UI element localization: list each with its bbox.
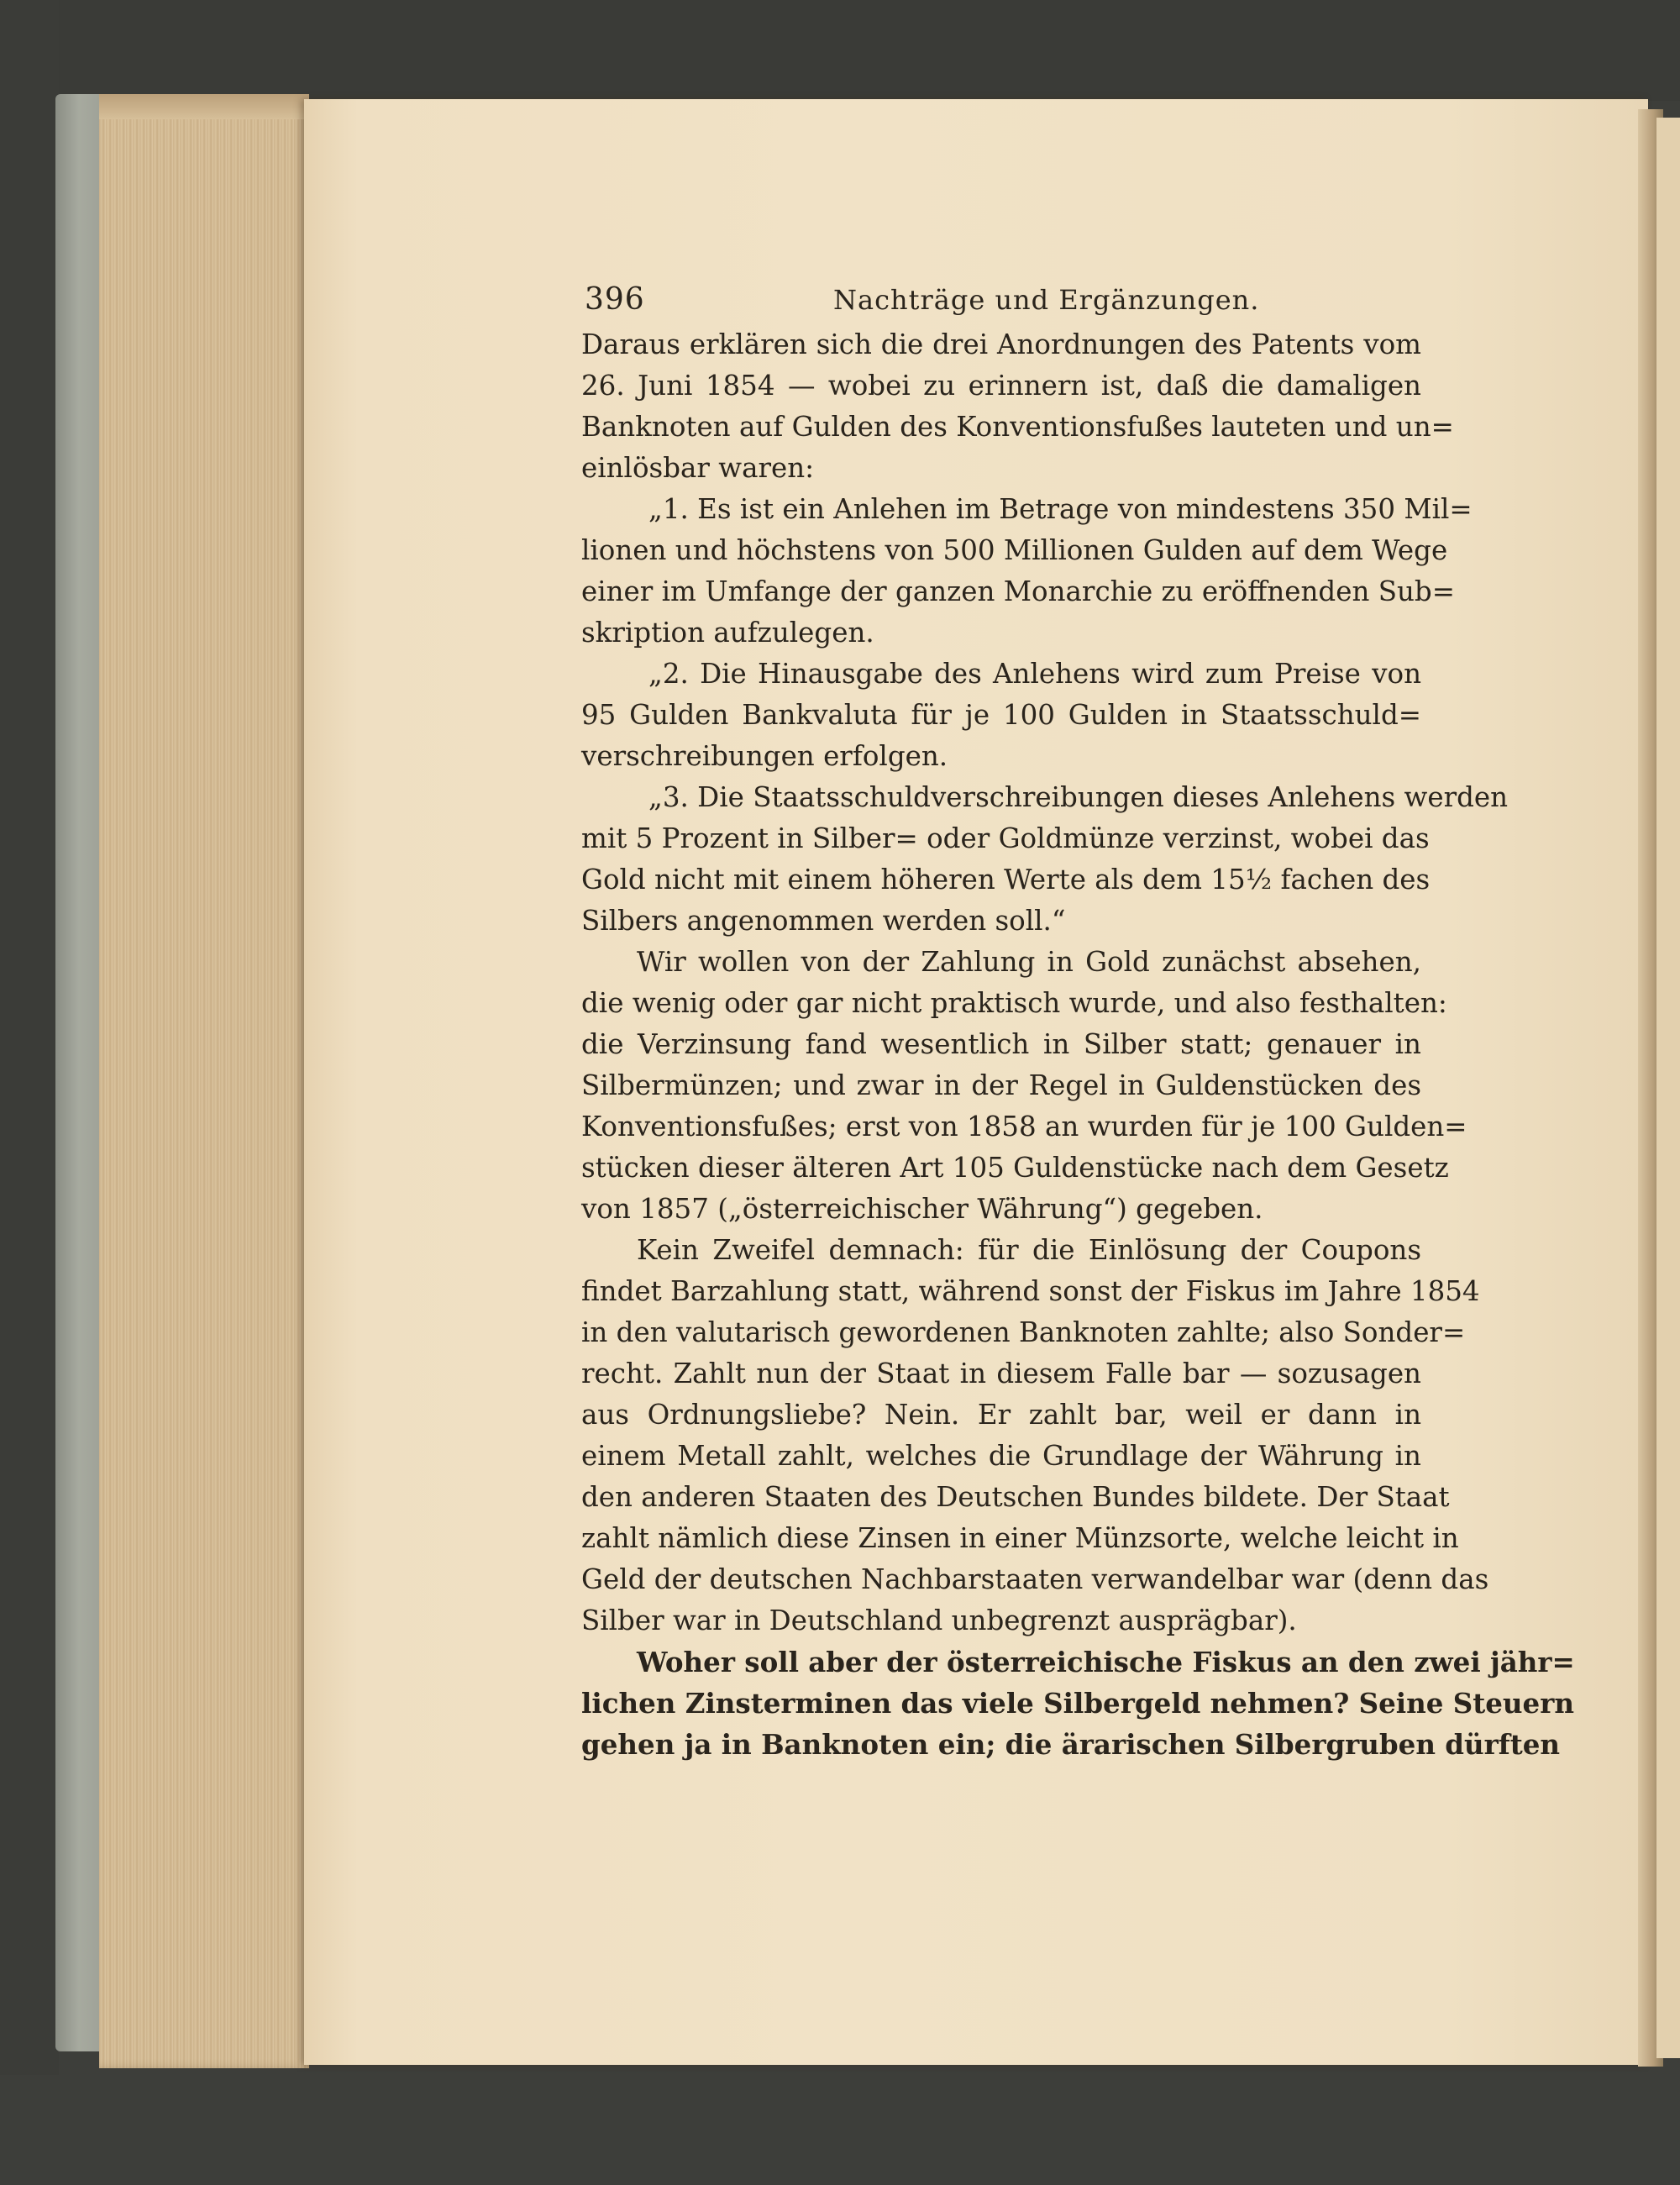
text-line: Wir wollen von der Zahlung in Gold zunächst absehen, <box>637 946 1421 978</box>
text-line: „1. Es ist ein Anlehen im Betrage von mindestens 350 Mil= <box>648 493 1473 525</box>
running-title: Nachträge und Ergänzungen. <box>833 284 1260 316</box>
text-line: Woher soll aber der österreichische Fiskus an den zwei jähr= <box>637 1646 1575 1678</box>
text-line: Silber war in Deutschland unbegrenzt ausprägbar). <box>581 1605 1297 1636</box>
text-line: skription aufzulegen. <box>581 617 874 649</box>
background-bottom <box>0 2075 1680 2185</box>
text-line: Kein Zweifel demnach: für die Einlösung der Coupons <box>637 1234 1421 1266</box>
text-line: den anderen Staaten des Deutschen Bundes bildete. Der Staat <box>581 1481 1450 1513</box>
page-number: 396 <box>585 282 645 317</box>
text-line: einlösbar waren: <box>581 452 815 484</box>
text-line: „2. Die Hinausgabe des Anlehens wird zum Preise von <box>648 658 1421 690</box>
text-line: 26. Juni 1854 — wobei zu erinnern ist, daß die damaligen <box>581 370 1421 402</box>
text-line: verschreibungen erfolgen. <box>581 740 948 772</box>
text-line: „3. Die Staatsschuldverschreibungen dieses Anlehens werden <box>648 781 1509 813</box>
text-line: einer im Umfange der ganzen Monarchie zu eröffnenden Sub= <box>581 575 1455 607</box>
background-left <box>0 0 59 2185</box>
text-line: zahlt nämlich diese Zinsen in einer Münzsorte, welche leicht in <box>581 1522 1459 1554</box>
text-line: Daraus erklären sich die drei Anordnungen des Patents vom <box>581 328 1421 360</box>
text-line: Banknoten auf Gulden des Konventionsfußes lauteten und un= <box>581 411 1454 443</box>
text-line: in den valutarisch gewordenen Banknoten zahlte; also Sonder= <box>581 1316 1466 1348</box>
text-line: Geld der deutschen Nachbarstaaten verwandelbar war (denn das <box>581 1563 1489 1595</box>
text-line: einem Metall zahlt, welches die Grundlage der Währung in <box>581 1440 1421 1472</box>
text-line: lionen und höchstens von 500 Millionen Gulden auf dem Wege <box>581 534 1448 566</box>
text-line: stücken dieser älteren Art 105 Guldenstücke nach dem Gesetz <box>581 1152 1449 1184</box>
page-header <box>581 277 1421 324</box>
text-line: aus Ordnungsliebe? Nein. Er zahlt bar, weil er dann in <box>581 1399 1421 1431</box>
text-line: Konventionsfußes; erst von 1858 an wurden für je 100 Gulden= <box>581 1111 1467 1142</box>
page-edges-top <box>99 94 309 119</box>
text-line: lichen Zinsterminen das viele Silbergeld nehmen? Seine Steuern <box>581 1687 1574 1720</box>
page-text <box>581 277 1575 1765</box>
facing-page-edge <box>1656 118 1680 2058</box>
text-line: 95 Gulden Bankvaluta für je 100 Gulden in Staatsschuld= <box>581 699 1421 731</box>
text-line: recht. Zahlt nun der Staat in diesem Falle bar — sozusagen <box>581 1358 1421 1389</box>
text-line: Silbers angenommen werden soll.“ <box>581 905 1066 937</box>
text-line: die Verzinsung fand wesentlich in Silber statt; genauer in <box>581 1028 1421 1060</box>
text-line: gehen ja in Banknoten ein; die ärarischen Silbergruben dürften <box>581 1728 1561 1761</box>
text-line: Gold nicht mit einem höheren Werte als dem 15½ fachen des <box>581 864 1431 896</box>
page-edges <box>99 94 309 2068</box>
text-line: findet Barzahlung statt, während sonst der Fiskus im Jahre 1854 <box>581 1275 1480 1307</box>
text-line: Silbermünzen; und zwar in der Regel in Guldenstücken des <box>581 1069 1421 1101</box>
text-line: die wenig oder gar nicht praktisch wurde, und also festhalten: <box>581 987 1447 1019</box>
text-line: von 1857 („österreichischer Währung“) gegeben. <box>581 1193 1263 1225</box>
text-line: mit 5 Prozent in Silber= oder Goldmünze verzinst, wobei das <box>581 822 1430 854</box>
background-top <box>0 0 1680 101</box>
